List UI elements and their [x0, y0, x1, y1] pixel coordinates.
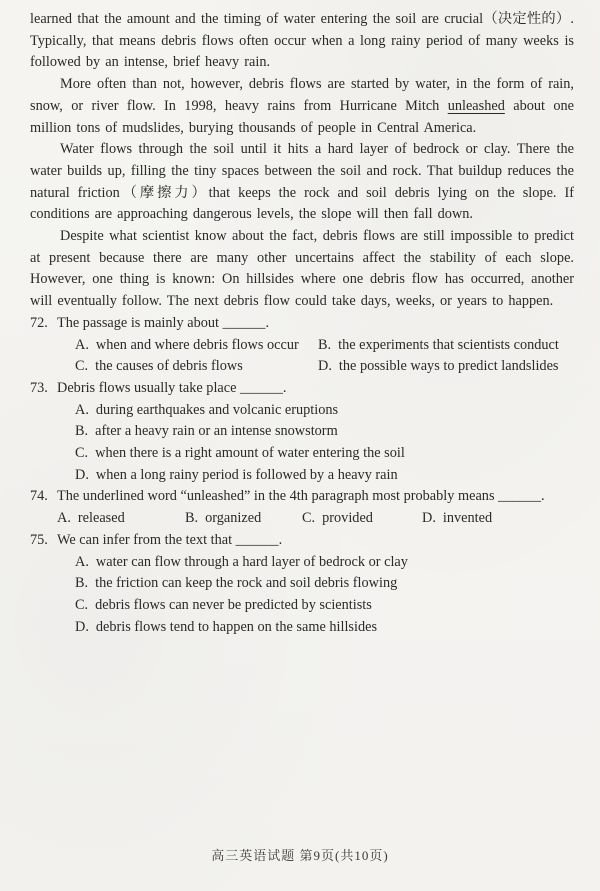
- question-number: 73.: [30, 379, 48, 396]
- option-b: [75, 573, 574, 595]
- option-text: when a long rainy period is followed by a heavy rain: [95, 466, 398, 483]
- option-label: D.: [422, 510, 436, 527]
- question-stem: Debris flows usually take place ______.: [57, 379, 287, 396]
- option-label: B.: [75, 423, 89, 440]
- option-b: [75, 421, 574, 443]
- option-d: [75, 465, 574, 487]
- option-d: [422, 508, 574, 530]
- option-b: [185, 508, 302, 530]
- question-number: 75.: [30, 531, 48, 548]
- question-stem: We can infer from the text that ______.: [57, 531, 283, 548]
- question-number: 74.: [30, 488, 48, 505]
- option-b: [318, 335, 574, 357]
- question-72: [30, 313, 574, 378]
- reading-passage: [30, 9, 574, 313]
- option-d: [75, 617, 574, 639]
- option-text: the possible ways to predict landslides: [338, 358, 559, 375]
- question-stem: The passage is mainly about ______.: [57, 314, 270, 331]
- option-text: after a heavy rain or an intense snowstorm: [95, 423, 338, 440]
- option-label: B.: [318, 336, 332, 353]
- option-label: C.: [75, 445, 89, 462]
- passage-paragraph-3: Water flows through the soil until it hits a hard layer of bedrock or clay. There the water builds up, filling the tiny spaces between the soil and rock. That buildup reduces the natural friction（摩擦力）that keeps the rock and soil debris lying on the slope. If conditions are approaching dangerous levels, the slope will then fall down.: [30, 141, 574, 223]
- passage-paragraph-4: Despite what scientist know about the fact, debris flows are still impossible to predict at present because there are many other uncertains affect the stability of each slope. However, one thing is known: On hillsides where one debris flow has occurred, another will eventually follow. The next debris flow could take days, weeks, or years to happen.: [30, 228, 574, 310]
- option-text: debris flows can never be predicted by scientists: [95, 596, 372, 613]
- option-text: when there is a right amount of water entering the soil: [95, 445, 405, 462]
- option-label: B.: [75, 575, 89, 592]
- option-text: when and where debris flows occur: [95, 336, 299, 353]
- option-text: provided: [322, 510, 373, 527]
- option-text: during earthquakes and volcanic eruptions: [95, 401, 339, 418]
- question-75: [30, 530, 574, 639]
- option-c: [75, 356, 318, 378]
- option-label: A.: [75, 553, 89, 570]
- option-a: [75, 400, 574, 422]
- option-c: [75, 595, 574, 617]
- option-text: the friction can keep the rock and soil debris flowing: [95, 575, 398, 592]
- option-a: [75, 552, 574, 574]
- passage-paragraph-2: [30, 74, 574, 139]
- option-text: released: [77, 510, 125, 527]
- option-a: [57, 508, 185, 530]
- option-label: D.: [318, 358, 332, 375]
- passage-paragraph-1: learned that the amount and the timing of water entering the soil are crucial（决定性的）. Typically, that means debris flows often occur when a long rainy period of many weeks is followed by an intense, brief heavy rain.: [30, 11, 574, 71]
- question-72-options: [75, 335, 574, 378]
- underlined-word: unleashed: [447, 97, 505, 114]
- question-73: [30, 378, 574, 487]
- option-label: A.: [57, 510, 71, 527]
- option-a: [75, 335, 318, 357]
- question-stem: The underlined word “unleashed” in the 4th paragraph most probably means ______.: [57, 488, 545, 505]
- option-label: C.: [75, 358, 89, 375]
- paragraph-2-text-post: about one million tons of mudslides, burying thousands of people in Central America.: [30, 97, 574, 136]
- question-75-options: [75, 552, 574, 639]
- option-text: invented: [442, 510, 493, 527]
- question-74-options: [57, 508, 574, 530]
- option-text: the causes of debris flows: [95, 358, 243, 375]
- option-text: organized: [205, 510, 262, 527]
- option-text: water can flow through a hard layer of bedrock or clay: [95, 553, 408, 570]
- option-text: debris flows tend to happen on the same hillsides: [95, 618, 378, 635]
- option-label: A.: [75, 401, 89, 418]
- question-73-options: [75, 400, 574, 487]
- option-label: C.: [75, 596, 89, 613]
- option-d: [318, 356, 574, 378]
- option-c: [302, 508, 422, 530]
- option-label: D.: [75, 466, 89, 483]
- page-footer: 高三英语试题 第9页(共10页): [211, 848, 389, 864]
- option-label: C.: [302, 510, 316, 527]
- question-number: 72.: [30, 314, 48, 331]
- option-text: the experiments that scientists conduct: [338, 336, 559, 353]
- option-label: B.: [185, 510, 199, 527]
- option-label: D.: [75, 618, 89, 635]
- paragraph-2-text-pre: More often than not, however, debris flows are started by water, in the form of rain, snow, or river flow. In 1998, heavy rains from Hurricane Mitch: [30, 76, 574, 114]
- question-74: [30, 486, 574, 529]
- option-label: A.: [75, 336, 89, 353]
- option-c: [75, 443, 574, 465]
